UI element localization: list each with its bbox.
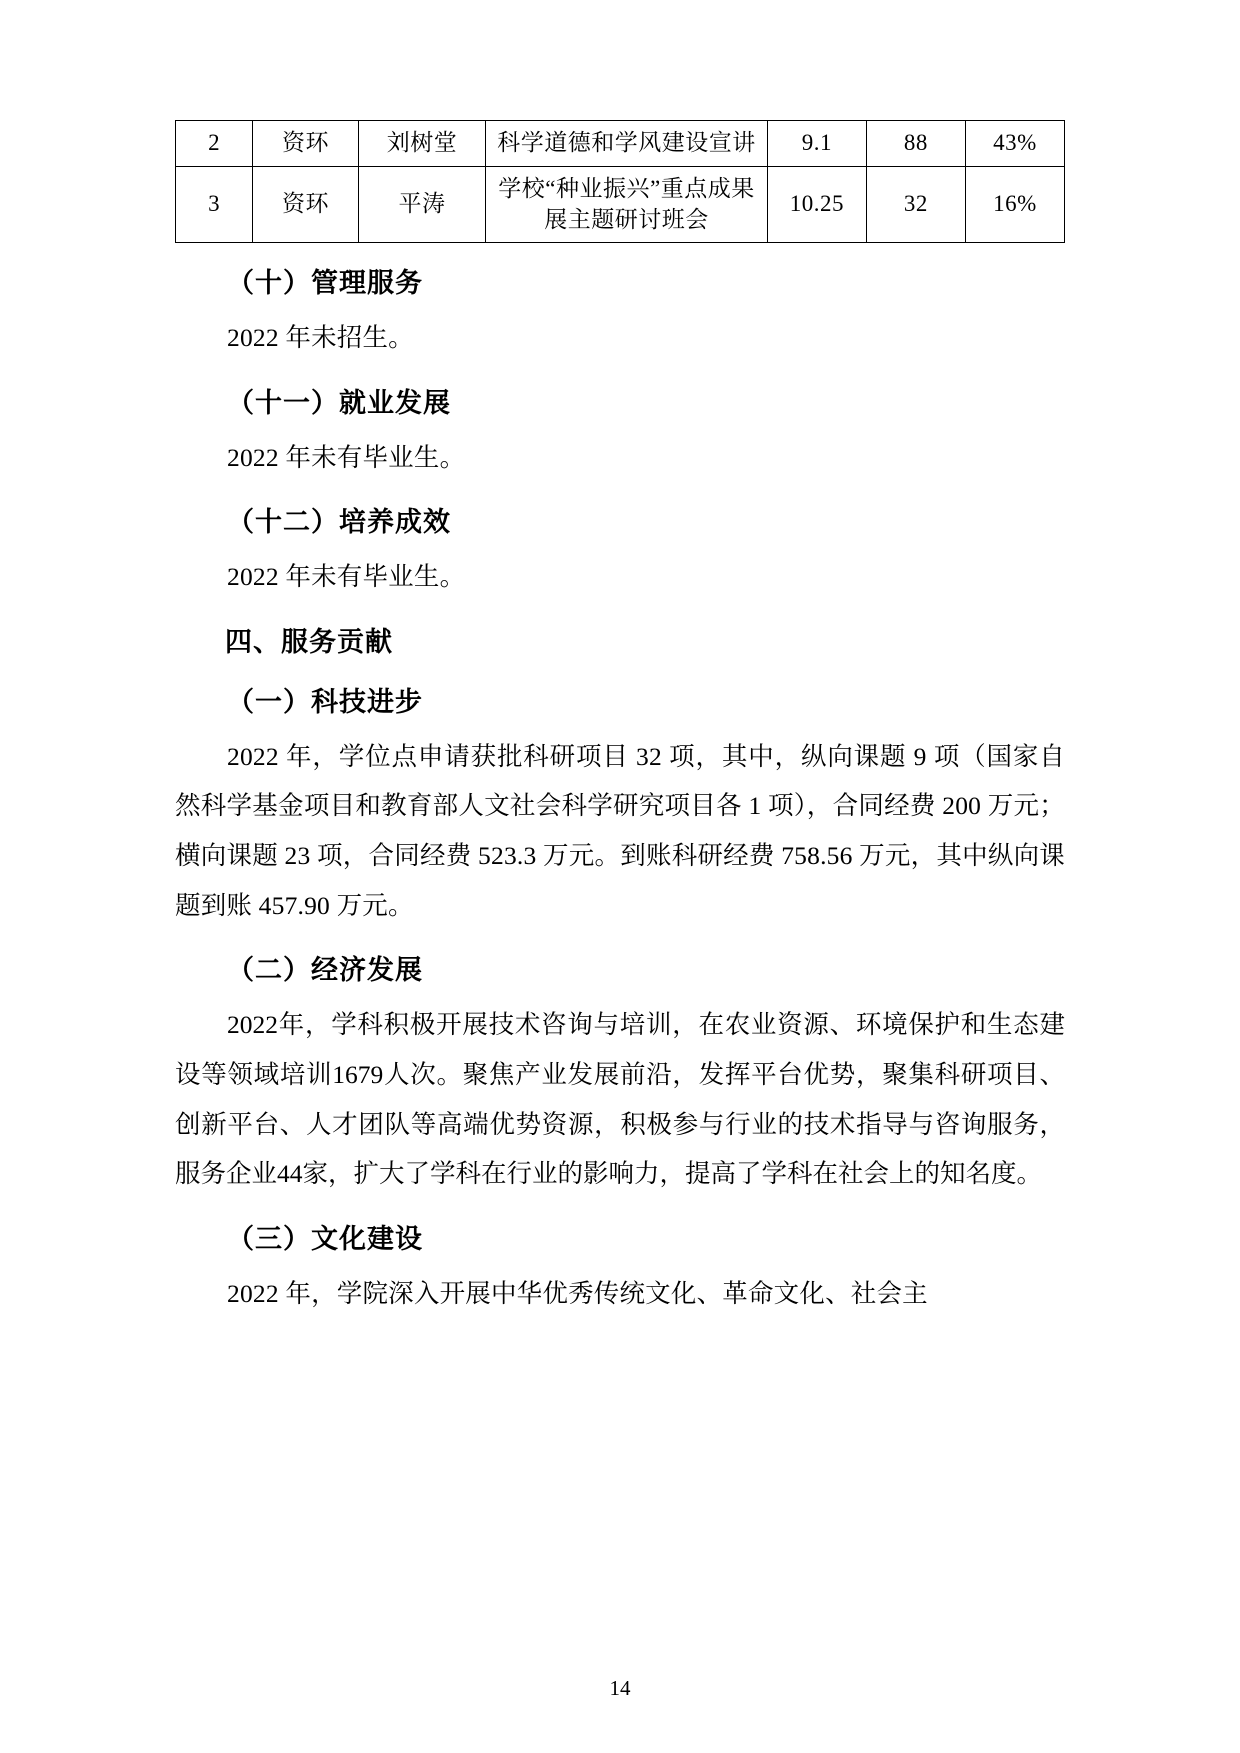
cell-speaker: 刘树堂 xyxy=(358,121,485,167)
lecture-table xyxy=(175,120,1065,243)
cell-department: 资环 xyxy=(253,166,359,243)
section-heading-management-service: （十）管理服务 xyxy=(227,268,423,300)
cell-percent: 43% xyxy=(965,121,1064,167)
paragraph-technology-progress: 2022 年，学位点申请获批科研项目 32 项，其中，纵向课题 9 项（国家自然科学基金项目和教育部人文社会科学研究项目各 1 项），合同经费 200 万元；横向课题 23 项，合同经费 523.3 万元。到账科研经费 758.56 万元，其中纵向课题到账 457.90 万元。 xyxy=(175,741,1065,920)
cell-title: 科学道德和学风建设宣讲 xyxy=(486,121,768,167)
cell-percent: 16% xyxy=(965,166,1064,243)
section-heading-service-contribution: 四、服务贡献 xyxy=(225,626,393,658)
paragraph-cultivation-effect: 2022 年未有毕业生。 xyxy=(227,562,466,592)
paragraph-economic-development: 2022年，学科积极开展技术咨询与培训，在农业资源、环境保护和生态建设等领域培训1679人次。聚焦产业发展前沿，发挥平台优势，聚集科研项目、创新平台、人才团队等高端优势资源，积极参与行业的技术指导与咨询服务，服务企业44家，扩大了学科在行业的影响力，提高了学科在社会上的知名度。 xyxy=(175,1010,1065,1189)
cell-count: 88 xyxy=(866,121,965,167)
section-heading-employment-development: （十一）就业发展 xyxy=(227,387,451,419)
paragraph-employment-development: 2022 年未有毕业生。 xyxy=(227,442,466,472)
cell-index: 2 xyxy=(176,121,253,167)
table-row xyxy=(176,121,1065,167)
cell-index: 3 xyxy=(176,166,253,243)
cell-department: 资环 xyxy=(253,121,359,167)
section-heading-cultural-construction: （三）文化建设 xyxy=(227,1224,423,1256)
cell-speaker: 平涛 xyxy=(358,166,485,243)
cell-count: 32 xyxy=(866,166,965,243)
section-heading-technology-progress: （一）科技进步 xyxy=(227,686,423,718)
paragraph-management-service: 2022 年未招生。 xyxy=(227,323,414,353)
paragraph-cultural-construction: 2022 年，学院深入开展中华优秀传统文化、革命文化、社会主 xyxy=(227,1278,928,1308)
page-number: 14 xyxy=(609,1676,631,1700)
section-heading-cultivation-effect: （十二）培养成效 xyxy=(227,507,451,539)
cell-date: 9.1 xyxy=(767,121,866,167)
cell-date: 10.25 xyxy=(767,166,866,243)
cell-title: 学校“种业振兴”重点成果展主题研讨班会 xyxy=(486,166,768,243)
section-heading-economic-development: （二）经济发展 xyxy=(227,955,423,987)
table-row xyxy=(176,166,1065,243)
